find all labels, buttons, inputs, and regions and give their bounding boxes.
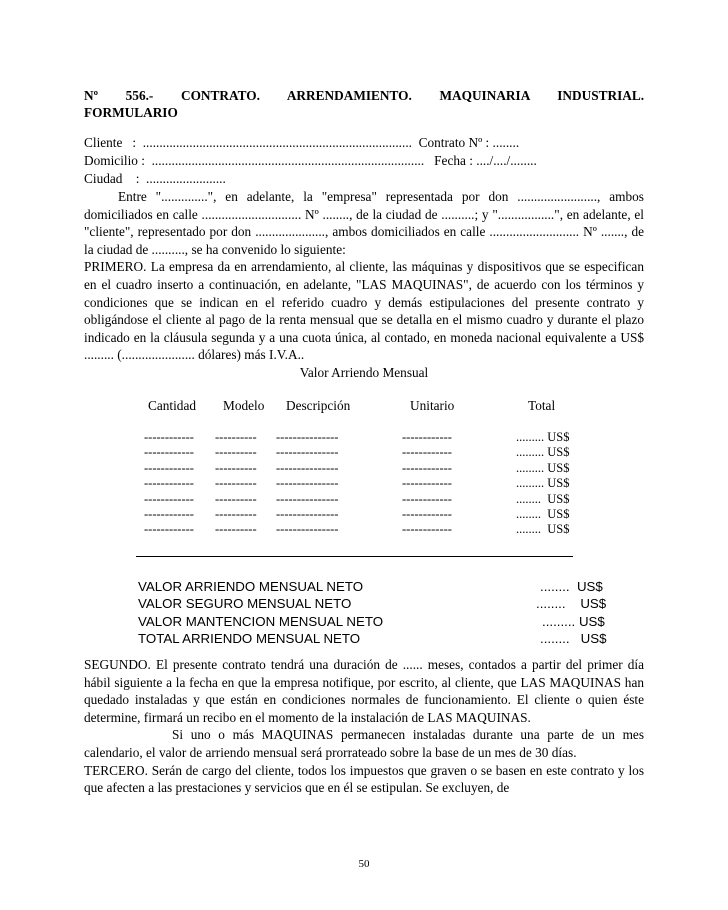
cell-cantidad: ------------ bbox=[144, 430, 194, 444]
totals-label: VALOR SEGURO MENSUAL NETO bbox=[138, 596, 352, 612]
cell-unitario: ------------ bbox=[402, 506, 452, 521]
cell-descripcion: --------------- bbox=[276, 445, 339, 460]
column-header-cantidad: Cantidad bbox=[148, 398, 197, 413]
cell-cantidad: ------------ bbox=[144, 522, 194, 537]
cell-cantidad: ------------ bbox=[144, 491, 194, 506]
totals-value: ........ US$ bbox=[536, 596, 607, 612]
clause-primero: PRIMERO. La empresa da en arrendamiento, al cliente, las máquinas y dispositivos que se especifican en el cuadro inserto a continuación, en adelante, "LAS MAQUINAS", de acuerdo con los términos y condiciones que se indican en el referido cuadro y demás estipulaciones del presente contrato y obligándose el cliente al pago de la renta mensual que se detalla en el mismo cuadro y durante el plazo indicado en la cláusula segunda y a una cuota única, al contado, en moneda nacional equivalente a US$ ......... (...................... dólares) más I.V.A.. bbox=[84, 259, 644, 363]
segundo-tercero-block bbox=[84, 656, 644, 797]
cell-descripcion: --------------- bbox=[276, 460, 339, 475]
table-row bbox=[84, 461, 644, 476]
cell-modelo: ---------- bbox=[215, 476, 257, 491]
table-row bbox=[84, 430, 644, 445]
cell-cantidad: ------------ bbox=[144, 506, 194, 521]
table-row bbox=[84, 492, 644, 507]
totals-label: VALOR ARRIENDO MENSUAL NETO bbox=[138, 579, 364, 594]
cell-unitario: ------------ bbox=[402, 460, 452, 475]
table-divider bbox=[136, 556, 573, 557]
table-row bbox=[84, 445, 644, 460]
cell-total: ......... US$ bbox=[516, 430, 570, 444]
clause-segundo-continuation: Si uno o más MAQUINAS permanecen instaladas durante una parte de un mes calendario, el valor de arriendo mensual será prorrateado sobre la base de un mes de 30 días. bbox=[84, 727, 644, 760]
contract-subtitle: FORMULARIO bbox=[84, 105, 178, 120]
column-header-unitario: Unitario bbox=[410, 398, 455, 413]
cell-total: ........ US$ bbox=[516, 506, 570, 521]
totals-value: ......... US$ bbox=[542, 613, 605, 629]
cell-modelo: ---------- bbox=[215, 445, 257, 460]
totals-line bbox=[138, 595, 644, 612]
cell-cantidad: ------------ bbox=[144, 445, 194, 460]
title-word: MAQUINARIA bbox=[439, 88, 530, 103]
table-row bbox=[84, 522, 644, 537]
clause-segundo: SEGUNDO. El presente contrato tendrá una duración de ...... meses, contados a partir del primer día hábil siguiente a la fecha en que la empresa notifique, por escrito, al cliente, que LAS MAQUINAS han quedado instaladas y que están en condiciones normales de funcionamiento. El cliente o quien éste determine, firmará un recibo en el momento de la instalación de LAS MAQUINAS. bbox=[84, 657, 644, 725]
cell-descripcion: --------------- bbox=[276, 522, 339, 537]
cell-total: ........ US$ bbox=[516, 491, 570, 506]
cell-total: ......... US$ bbox=[516, 476, 570, 491]
price-table bbox=[84, 430, 644, 538]
intro-paragraph: Entre "..............", en adelante, la "empresa" representada por don ........................, ambos domiciliados en calle .............................. Nº ........, de la ciudad de ..........; y ".................", en adelante, el "cliente", representado por don ....................., ambos domiciliados en calle ........................... Nº ......., de la ciudad de .........., se ha convenido lo siguiente: bbox=[84, 189, 644, 257]
contract-title bbox=[84, 86, 644, 105]
table-row bbox=[84, 476, 644, 491]
cell-modelo: ---------- bbox=[215, 430, 257, 444]
cell-descripcion: --------------- bbox=[276, 506, 339, 521]
client-field: Cliente : ................................................................................. Contrato Nº : ........ bbox=[84, 135, 520, 150]
clause-tercero: TERCERO. Serán de cargo del cliente, todos los impuestos que graven o se basen en este contrato y los que afecten a las prestaciones y servicios que en él se estipulan. Se excluyen, de bbox=[84, 762, 644, 796]
cell-modelo: ---------- bbox=[215, 506, 257, 521]
title-word: Nº bbox=[84, 88, 98, 103]
totals-label: VALOR MANTENCION MENSUAL NETO bbox=[138, 613, 384, 629]
cell-modelo: ---------- bbox=[215, 522, 257, 537]
table-heading: Valor Arriendo Mensual bbox=[299, 365, 429, 380]
column-header-total: Total bbox=[528, 398, 556, 413]
totals-block bbox=[138, 578, 644, 648]
title-word: ARRENDAMIENTO. bbox=[286, 88, 412, 103]
cell-descripcion: --------------- bbox=[276, 476, 339, 491]
title-word: CONTRATO. bbox=[180, 88, 260, 103]
column-header-modelo: Modelo bbox=[223, 398, 265, 413]
cell-unitario: ------------ bbox=[402, 476, 452, 491]
cell-unitario: ------------ bbox=[402, 445, 452, 460]
totals-line bbox=[138, 630, 644, 647]
page-number: 50 bbox=[358, 858, 370, 870]
totals-label: TOTAL ARRIENDO MENSUAL NETO bbox=[138, 631, 361, 647]
cell-modelo: ---------- bbox=[215, 460, 257, 475]
cell-unitario: ------------ bbox=[402, 491, 452, 506]
cell-total: ......... US$ bbox=[516, 460, 570, 475]
address-field: Domicilio : .................................................................................. Fecha : ..../..../........ bbox=[84, 153, 537, 168]
totals-value: ........ US$ bbox=[540, 579, 603, 594]
intro-clause-block bbox=[84, 188, 644, 364]
cell-total: ......... US$ bbox=[516, 445, 570, 460]
title-word: 556.- bbox=[125, 88, 154, 103]
cell-total: ........ US$ bbox=[516, 522, 570, 537]
city-field: Ciudad : ........................ bbox=[84, 171, 226, 186]
header-fields bbox=[84, 134, 644, 188]
cell-unitario: ------------ bbox=[402, 430, 452, 444]
totals-value: ........ US$ bbox=[540, 631, 607, 647]
totals-line bbox=[138, 578, 644, 595]
table-row bbox=[84, 507, 644, 522]
cell-cantidad: ------------ bbox=[144, 476, 194, 491]
cell-modelo: ---------- bbox=[215, 491, 257, 506]
cell-cantidad: ------------ bbox=[144, 460, 194, 475]
totals-line bbox=[138, 613, 644, 630]
cell-unitario: ------------ bbox=[402, 522, 452, 537]
title-word: INDUSTRIAL. bbox=[557, 88, 645, 103]
column-header-descripcion: Descripción bbox=[286, 398, 351, 413]
cell-descripcion: --------------- bbox=[276, 430, 339, 444]
cell-descripcion: --------------- bbox=[276, 491, 339, 506]
